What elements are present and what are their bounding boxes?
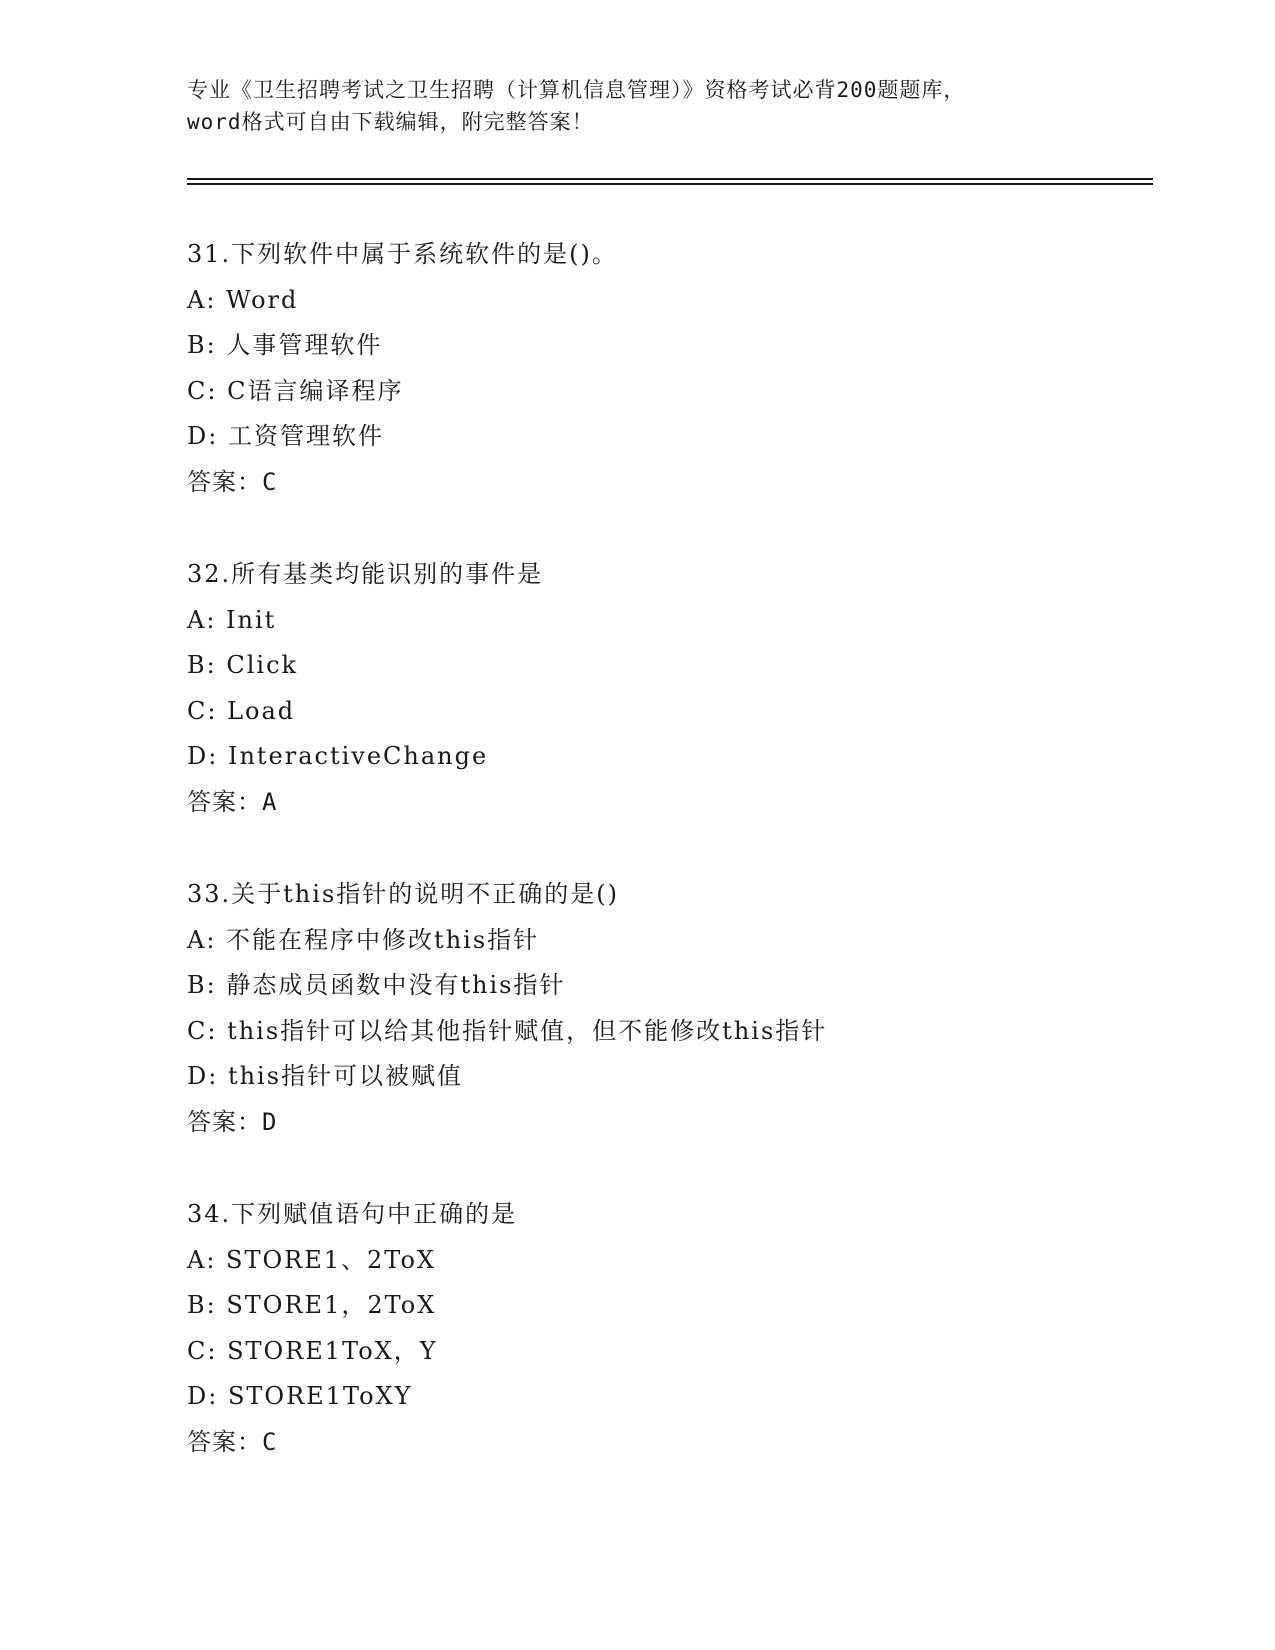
question-stem: 32.所有基类均能识别的事件是 — [187, 560, 544, 588]
question-stem: 33.关于this指针的说明不正确的是() — [187, 880, 619, 908]
answer: 答案：C — [187, 1427, 278, 1456]
option-d: D: InteractiveChange — [187, 742, 489, 770]
document-header — [187, 74, 1087, 138]
question-list — [187, 232, 1147, 1512]
option-a: A: Init — [187, 605, 277, 634]
option-b: B: Click — [187, 651, 299, 679]
question-33 — [187, 872, 1147, 1145]
option-a: A: STORE1、2ToX — [187, 1245, 436, 1274]
option-b: B: STORE1，2ToX — [187, 1291, 437, 1319]
header-line-2: word格式可自由下载编辑，附完整答案！ — [187, 110, 594, 134]
header-divider-top — [187, 178, 1153, 180]
question-31 — [187, 232, 1147, 505]
question-stem: 34.下列赋值语句中正确的是 — [187, 1200, 518, 1228]
answer: 答案：C — [187, 467, 278, 496]
option-d: D: 工资管理软件 — [187, 422, 384, 450]
question-34 — [187, 1192, 1147, 1465]
option-b: B: 静态成员函数中没有this指针 — [187, 971, 566, 999]
question-32 — [187, 552, 1147, 825]
option-a: A: Word — [187, 285, 299, 314]
option-b: B: 人事管理软件 — [187, 331, 383, 359]
header-line-1: 专业《卫生招聘考试之卫生招聘（计算机信息管理）》资格考试必背200题题库， — [187, 78, 966, 102]
option-a: A: 不能在程序中修改this指针 — [187, 925, 540, 954]
option-c: C: this指针可以给其他指针赋值，但不能修改this指针 — [187, 1016, 828, 1045]
question-stem: 31.下列软件中属于系统软件的是()。 — [187, 240, 618, 268]
option-d: D: STORE1ToXY — [187, 1382, 413, 1410]
option-c: C: STORE1ToX，Y — [187, 1336, 438, 1365]
answer: 答案：A — [187, 787, 278, 816]
answer: 答案：D — [187, 1107, 278, 1136]
option-c: C: Load — [187, 696, 296, 725]
header-divider-bottom — [187, 183, 1153, 185]
option-c: C: C语言编译程序 — [187, 376, 404, 405]
option-d: D: this指针可以被赋值 — [187, 1062, 464, 1090]
